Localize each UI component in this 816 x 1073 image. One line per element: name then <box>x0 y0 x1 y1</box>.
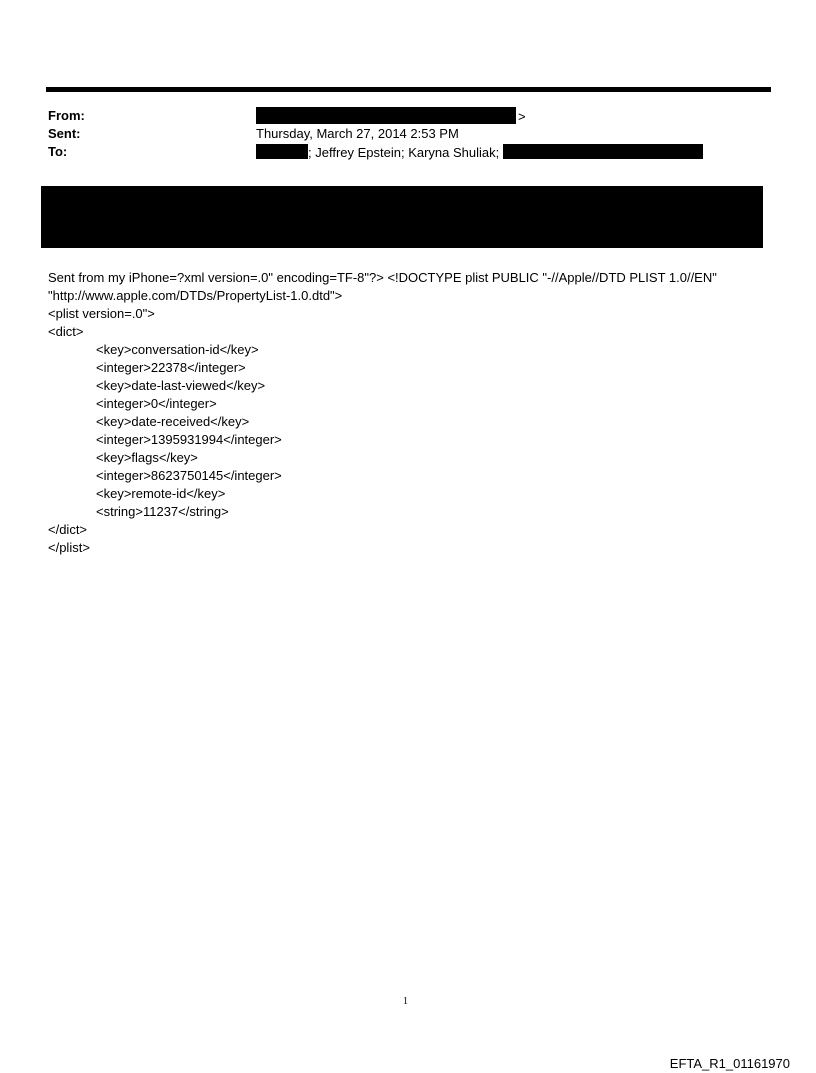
plist-line-6: <integer>1395931994</integer> <box>96 432 282 447</box>
body-line-1: Sent from my iPhone=?xml version=.0" encoding=TF-8"?> <!DOCTYPE plist PUBLIC "-//Apple//DTD PLIST 1.0//EN" <box>48 270 717 285</box>
sent-value: Thursday, March 27, 2014 2:53 PM <box>256 126 459 141</box>
to-redaction-2 <box>503 144 703 159</box>
from-label: From: <box>48 108 85 123</box>
plist-line-4: <integer>0</integer> <box>96 396 217 411</box>
to-label: To: <box>48 144 68 159</box>
body-closing-2: </plist> <box>48 540 90 555</box>
body-line-3: <plist version=.0"> <box>48 306 155 321</box>
plist-line-9: <key>remote-id</key> <box>96 486 226 501</box>
plist-line-7: <key>flags</key> <box>96 450 198 465</box>
plist-line-8: <integer>8623750145</integer> <box>96 468 282 483</box>
plist-line-10: <string>11237</string> <box>96 504 229 519</box>
plist-line-5: <key>date-received</key> <box>96 414 250 429</box>
document-id: EFTA_R1_01161970 <box>669 1056 790 1071</box>
to-value-names: ; Jeffrey Epstein; Karyna Shuliak; <box>308 145 500 160</box>
to-redaction-1 <box>256 144 308 159</box>
sent-label: Sent: <box>48 126 81 141</box>
from-redaction <box>256 107 516 124</box>
plist-line-3: <key>date-last-viewed</key> <box>96 378 266 393</box>
subject-redaction <box>41 186 763 248</box>
to-value <box>256 144 703 161</box>
body-line-4: <dict> <box>48 324 84 339</box>
body-line-2: "http://www.apple.com/DTDs/PropertyList-1.0.dtd"> <box>48 288 343 303</box>
header-rule <box>46 87 771 92</box>
page-number: 1 <box>403 996 408 1007</box>
from-value-suffix: > <box>518 109 526 124</box>
body-closing-1: </dict> <box>48 522 88 537</box>
plist-line-1: <key>conversation-id</key> <box>96 342 259 357</box>
plist-line-2: <integer>22378</integer> <box>96 360 246 375</box>
